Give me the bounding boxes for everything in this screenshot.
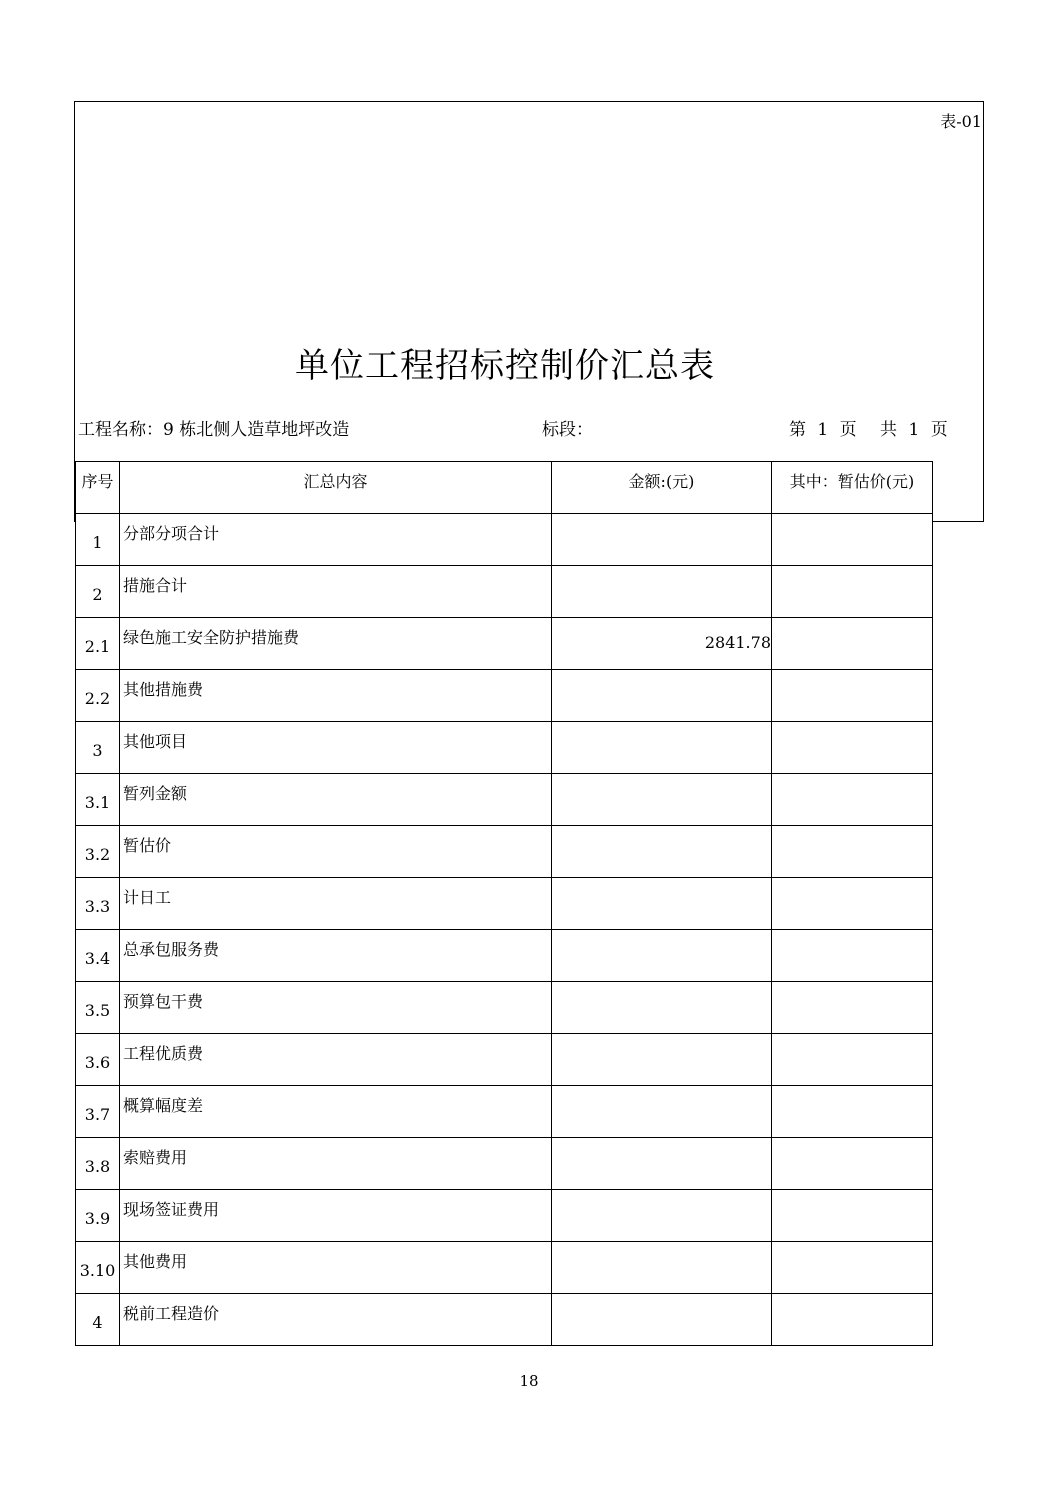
row-provisional <box>772 1138 933 1190</box>
table-row <box>76 618 933 670</box>
row-no: 3.7 <box>76 1086 120 1138</box>
row-amount <box>552 670 772 722</box>
row-no: 3.9 <box>76 1190 120 1242</box>
row-amount <box>552 1086 772 1138</box>
page-prefix: 第 <box>789 420 806 440</box>
row-provisional <box>772 1086 933 1138</box>
table-row <box>76 1190 933 1242</box>
page-current: 1 <box>817 420 829 440</box>
row-no: 3.8 <box>76 1138 120 1190</box>
table-row <box>76 1034 933 1086</box>
row-provisional <box>772 774 933 826</box>
row-content: 其他项目 <box>120 722 552 774</box>
row-no: 3.6 <box>76 1034 120 1086</box>
outer-frame <box>74 101 984 522</box>
project-label: 工程名称： <box>78 420 163 440</box>
table-row <box>76 566 933 618</box>
page-number: 18 <box>519 1372 539 1390</box>
row-amount <box>552 1294 772 1346</box>
row-amount <box>552 930 772 982</box>
row-amount <box>552 878 772 930</box>
row-content: 绿色施工安全防护措施费 <box>120 618 552 670</box>
table-row <box>76 722 933 774</box>
table-row <box>76 1294 933 1346</box>
row-no: 3.3 <box>76 878 120 930</box>
row-content: 其他措施费 <box>120 670 552 722</box>
row-content: 预算包干费 <box>120 982 552 1034</box>
row-content: 分部分项合计 <box>120 514 552 566</box>
section-info <box>542 415 593 440</box>
row-amount: 2841.78 <box>552 618 772 670</box>
project-info <box>78 415 349 440</box>
table-row <box>76 670 933 722</box>
row-content: 工程优质费 <box>120 1034 552 1086</box>
row-no: 3 <box>76 722 120 774</box>
row-content: 暂列金额 <box>120 774 552 826</box>
row-provisional <box>772 618 933 670</box>
row-provisional <box>772 826 933 878</box>
row-no: 3.4 <box>76 930 120 982</box>
header-content: 汇总内容 <box>120 462 552 514</box>
row-amount <box>552 722 772 774</box>
row-amount <box>552 1138 772 1190</box>
row-provisional <box>772 878 933 930</box>
row-content: 税前工程造价 <box>120 1294 552 1346</box>
row-content: 现场签证费用 <box>120 1190 552 1242</box>
table-row <box>76 878 933 930</box>
row-amount <box>552 982 772 1034</box>
section-label: 标段： <box>542 420 593 440</box>
row-provisional <box>772 722 933 774</box>
row-content: 其他费用 <box>120 1242 552 1294</box>
row-amount <box>552 774 772 826</box>
row-no: 3.10 <box>76 1242 120 1294</box>
table-row <box>76 982 933 1034</box>
row-amount <box>552 1034 772 1086</box>
row-amount <box>552 826 772 878</box>
header-amount: 金额:(元) <box>552 462 772 514</box>
row-provisional <box>772 1242 933 1294</box>
row-content: 总承包服务费 <box>120 930 552 982</box>
row-amount <box>552 514 772 566</box>
row-content: 概算幅度差 <box>120 1086 552 1138</box>
row-no: 1 <box>76 514 120 566</box>
page-total-prefix: 共 <box>880 420 898 440</box>
page-unit: 页 <box>839 420 857 440</box>
table-row <box>76 826 933 878</box>
row-no: 2.2 <box>76 670 120 722</box>
row-content: 计日工 <box>120 878 552 930</box>
table-row <box>76 1086 933 1138</box>
row-no: 3.1 <box>76 774 120 826</box>
row-content: 措施合计 <box>120 566 552 618</box>
row-content: 索赔费用 <box>120 1138 552 1190</box>
table-row <box>76 930 933 982</box>
table-row <box>76 774 933 826</box>
page-total: 1 <box>908 420 920 440</box>
row-provisional <box>772 982 933 1034</box>
table-row <box>76 514 933 566</box>
row-no: 3.2 <box>76 826 120 878</box>
row-provisional <box>772 930 933 982</box>
row-no: 3.5 <box>76 982 120 1034</box>
summary-table <box>75 461 933 1346</box>
header-provisional: 其中：暂估价(元) <box>772 462 933 514</box>
table-row <box>76 1242 933 1294</box>
row-amount <box>552 1190 772 1242</box>
table-header-row <box>76 462 933 514</box>
row-provisional <box>772 566 933 618</box>
page-unit: 页 <box>930 420 948 440</box>
row-no: 2 <box>76 566 120 618</box>
row-amount <box>552 566 772 618</box>
table-row <box>76 1138 933 1190</box>
page-title: 单位工程招标控制价汇总表 <box>295 346 715 386</box>
row-no: 2.1 <box>76 618 120 670</box>
row-provisional <box>772 1294 933 1346</box>
row-provisional <box>772 1034 933 1086</box>
page-info <box>789 415 954 440</box>
project-name: 9 栋北侧人造草地坪改造 <box>163 420 350 440</box>
row-content: 暂估价 <box>120 826 552 878</box>
form-code: 表-01 <box>940 112 982 131</box>
row-provisional <box>772 514 933 566</box>
header-no: 序号 <box>76 462 120 514</box>
row-provisional <box>772 670 933 722</box>
row-no: 4 <box>76 1294 120 1346</box>
row-provisional <box>772 1190 933 1242</box>
row-amount <box>552 1242 772 1294</box>
